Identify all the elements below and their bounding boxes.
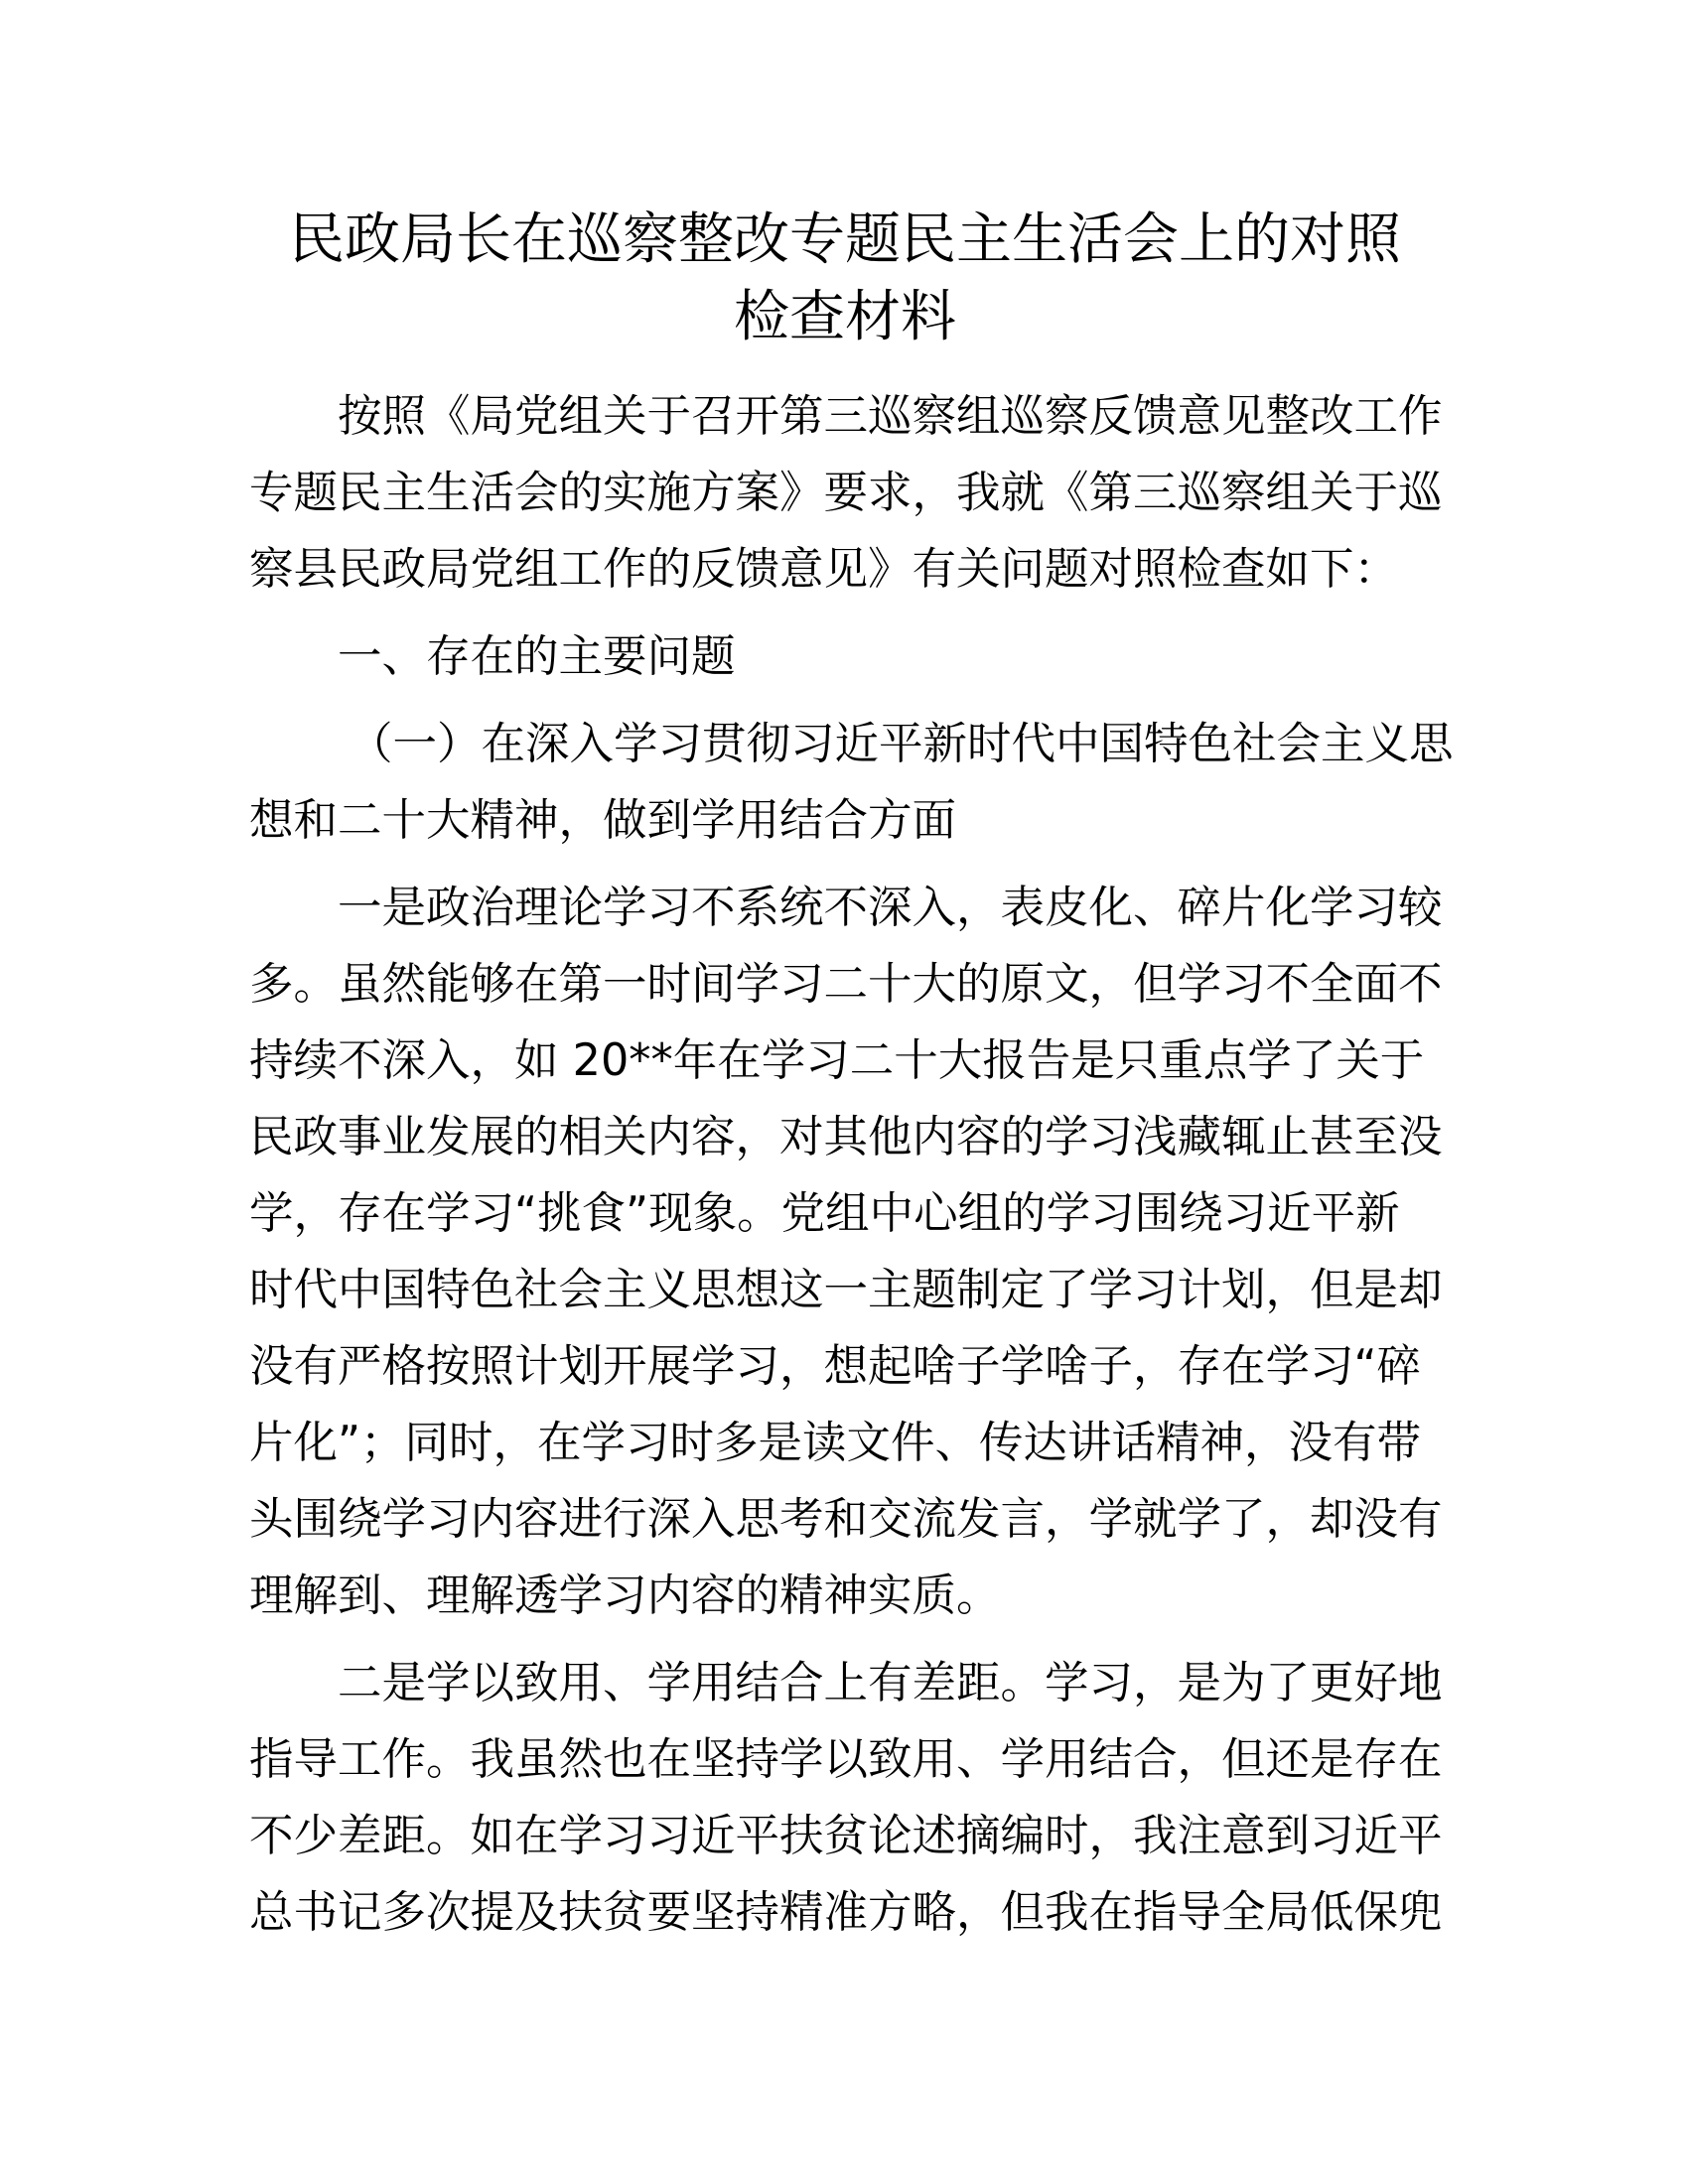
text-line: 按照《局党组关于召开第三巡察组巡察反馈意见整改工作: [338, 391, 1443, 442]
text-line: 没有严格按照计划开展学习，想起啥子学啥子，存在学习“碎: [249, 1341, 1422, 1392]
subsection-heading: [249, 706, 1454, 859]
text-line: 片化”；同时，在学习时多是读文件、传达讲话精神，没有带: [249, 1418, 1422, 1468]
text-line: 不少差距。如在学习习近平扶贫论述摘编时，我注意到习近平: [249, 1811, 1443, 1861]
text-line: 一是政治理论学习不系统不深入，表皮化、碎片化学习较: [338, 883, 1443, 933]
intro-paragraph: [249, 378, 1443, 608]
document-body: [249, 378, 1454, 1962]
point-1-paragraph: [249, 870, 1443, 1634]
text-line: 指导工作。我虽然也在坚持学以致用、学用结合，但还是存在: [249, 1734, 1443, 1785]
text-line: 二是学以致用、学用结合上有差距。学习，是为了更好地: [338, 1658, 1443, 1708]
text-line: 民政事业发展的相关内容，对其他内容的学习浅藏辄止甚至没: [249, 1112, 1443, 1162]
text-line: 总书记多次提及扶贫要坚持精准方略，但我在指导全局低保兜: [249, 1887, 1443, 1938]
heading-line: 一、存在的主要问题: [338, 631, 736, 682]
heading-line: 想和二十大精神，做到学用结合方面: [249, 795, 957, 846]
heading-line: （一）在深入学习贯彻习近平新时代中国特色社会主义思: [349, 719, 1454, 769]
text-line: 理解到、理解透学习内容的精神实质。: [249, 1570, 1001, 1621]
text-line: 多。虽然能够在第一时间学习二十大的原文，但学习不全面不: [249, 959, 1443, 1010]
section-heading: [249, 618, 1443, 695]
document-title: [248, 202, 1442, 356]
text-line: 察县民政局党组工作的反馈意见》有关问题对照检查如下：: [249, 544, 1399, 595]
title-line: 检查材料: [734, 285, 956, 349]
title-line: 民政局长在巡察整改专题民主生活会上的对照: [289, 207, 1401, 272]
text-line: 持续不深入，如 20**年在学习二十大报告是只重点学了关于: [249, 1035, 1425, 1086]
text-line: 时代中国特色社会主义思想这一主题制定了学习计划，但是却: [249, 1265, 1443, 1315]
point-2-paragraph: [249, 1645, 1443, 1951]
text-line: 学，存在学习“挑食”现象。党组中心组的学习围绕习近平新: [249, 1188, 1400, 1239]
text-line: 专题民主生活会的实施方案》要求，我就《第三巡察组关于巡: [249, 468, 1443, 518]
text-line: 头围绕学习内容进行深入思考和交流发言，学就学了，却没有: [249, 1494, 1443, 1545]
